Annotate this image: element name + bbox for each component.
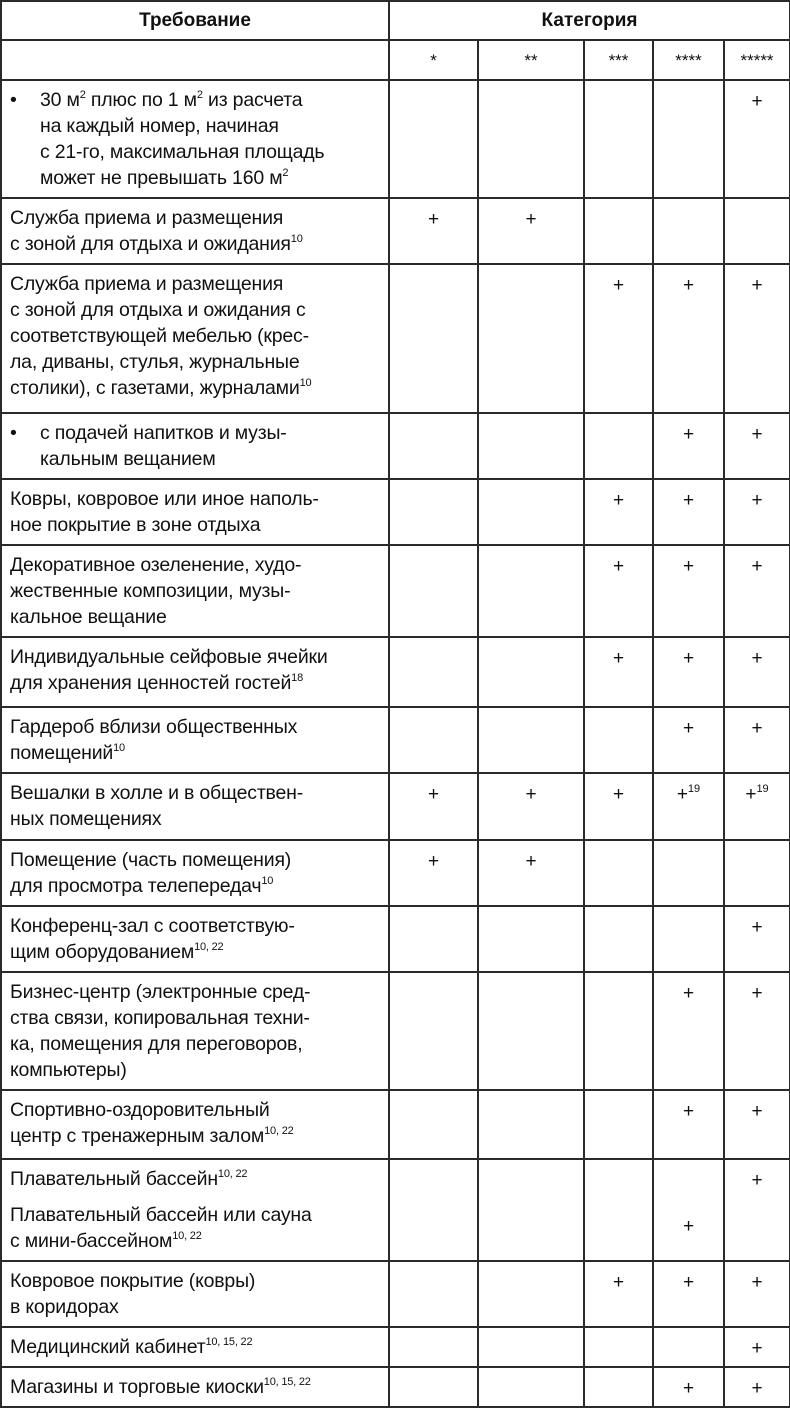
category-4-mark: [653, 1090, 724, 1159]
requirement-line: Помещение (часть помещения): [10, 849, 292, 871]
mark-value: +: [676, 784, 688, 805]
category-1-mark: [389, 1159, 478, 1261]
category-1-mark: [389, 264, 478, 413]
mark-value: [390, 1168, 477, 1194]
category-2-mark: [478, 707, 584, 773]
category-5-mark: [724, 479, 790, 545]
category-2-star: **: [478, 40, 584, 80]
requirement-line: с зоной для отдыха и ожидания с: [10, 299, 306, 321]
requirement-cell: [1, 413, 389, 479]
requirement-cell: [1, 264, 389, 413]
category-2-mark: [478, 906, 584, 972]
table-row: [1, 1261, 790, 1327]
stars-empty-cell: [1, 40, 389, 80]
requirement-line: Конференц-зал с соответствую-: [10, 915, 295, 937]
table-row: [1, 773, 790, 840]
bullet-icon: •: [10, 89, 17, 111]
mark-value: +: [745, 784, 757, 805]
requirement-cell: [1, 80, 389, 198]
requirement-line: 30 $м^2$ плюс по 1 $м^2$ из расчета: [40, 89, 303, 111]
requirement-line: с 21-го, максимальная площадь: [40, 141, 325, 163]
category-3-mark: [584, 972, 653, 1090]
category-2-mark: [478, 972, 584, 1090]
category-2-mark: [478, 413, 584, 479]
table-row: [1, 264, 790, 413]
mark-value: +: [682, 424, 695, 445]
mark-value: +: [682, 648, 695, 669]
category-2-mark: [478, 264, 584, 413]
requirement-line: Плавательный бассейн$^{10, 22}$: [10, 1168, 248, 1190]
category-1-mark: [389, 1327, 478, 1367]
mark-value: +: [612, 490, 625, 511]
category-5-mark: [724, 1327, 790, 1367]
requirement-cell: [1, 637, 389, 707]
mark-value: +: [427, 851, 440, 872]
requirement-line: с мини-бассейном$^{10, 22}$: [10, 1230, 202, 1252]
category-2-mark: [478, 637, 584, 707]
category-3-mark: [584, 413, 653, 479]
table-row: [1, 1090, 790, 1159]
table-row: [1, 1327, 790, 1367]
footnote-ref: 19: [687, 783, 701, 795]
category-4-mark: [653, 545, 724, 637]
category-4-mark: [653, 707, 724, 773]
mark-value: +: [751, 1101, 763, 1122]
requirement-line: Служба приема и размещения: [10, 273, 284, 295]
category-3-mark: [584, 264, 653, 413]
mark-value: +: [751, 1338, 763, 1359]
mark-value: +: [751, 718, 763, 739]
category-5-mark: [724, 80, 790, 198]
category-3-mark: [584, 707, 653, 773]
superscript: 2: [79, 89, 86, 101]
mark-value: +: [751, 1378, 763, 1399]
requirement-line: для хранения ценностей гостей$^{18}$: [10, 672, 303, 694]
mark-value: [479, 1168, 583, 1194]
requirement-line: может не превышать 160 $м^2$: [40, 167, 289, 189]
requirement-line: Вешалки в холле и в обществен-: [10, 782, 304, 804]
category-5-mark: [724, 413, 790, 479]
mark-value: +: [751, 91, 763, 112]
category-5-mark: [724, 198, 790, 264]
requirement-line: Медицинский кабинет$^{10, 15, 22}$: [10, 1336, 253, 1358]
bullet-icon: •: [10, 422, 17, 444]
mark-value: +: [682, 1216, 695, 1237]
mark-value: +: [612, 1272, 625, 1293]
category-5-mark: [724, 707, 790, 773]
category-2-mark: [478, 545, 584, 637]
category-5-mark: [724, 1367, 790, 1407]
footnote-ref: 10, 22: [172, 1230, 202, 1242]
table-row: [1, 906, 790, 972]
category-1-mark: [389, 80, 478, 198]
mark-value: +: [612, 648, 625, 669]
requirement-line: Ковры, ковровое или иное наполь-: [10, 488, 319, 510]
requirement-line: Декоративное озеленение, худо-: [10, 554, 302, 576]
category-4-mark: [653, 264, 724, 413]
mark-value: +: [612, 556, 625, 577]
category-3-mark: [584, 1367, 653, 1407]
mark-value: +: [682, 983, 695, 1004]
category-5-star: *****: [724, 40, 790, 80]
category-3-mark: [584, 1090, 653, 1159]
requirement-line: ное покрытие в зоне отдыха: [10, 514, 261, 536]
header-category: Категория: [389, 1, 790, 40]
category-1-mark: [389, 840, 478, 906]
category-4-mark: [653, 1159, 724, 1261]
category-1-mark: [389, 1090, 478, 1159]
requirement-cell: [1, 1090, 389, 1159]
requirement-cell: [1, 479, 389, 545]
category-5-mark: [724, 545, 790, 637]
stars-row: [1, 40, 790, 80]
category-2-mark: [478, 1367, 584, 1407]
category-3-mark: [584, 906, 653, 972]
category-4-mark: [653, 773, 724, 840]
requirement-line: щим оборудованием$^{10, 22}$: [10, 941, 224, 963]
mark-value: +: [682, 556, 695, 577]
requirement-cell: [1, 773, 389, 840]
footnote-ref: 10: [261, 875, 274, 887]
table-row: [1, 198, 790, 264]
mark-value: +: [751, 917, 763, 938]
requirement-line: Ковровое покрытие (ковры): [10, 1270, 256, 1292]
requirement-part: [10, 1166, 382, 1192]
requirement-line: кальным вещанием: [40, 448, 216, 470]
requirement-line: ных помещениях: [10, 808, 162, 830]
category-4-mark: [653, 906, 724, 972]
category-4-mark: [653, 1367, 724, 1407]
superscript: 2: [282, 167, 289, 179]
footnote-ref: 10, 22: [194, 941, 224, 953]
requirement-line: с зоной для отдыха и ожидания$^{10}$: [10, 233, 303, 255]
category-5-mark: [724, 1261, 790, 1327]
mark-value: +: [682, 1101, 695, 1122]
category-4-mark: [653, 413, 724, 479]
requirement-line: центр с тренажерным залом$^{10, 22}$: [10, 1125, 294, 1147]
requirement-line: Спортивно-оздоровительный: [10, 1099, 270, 1121]
category-1-mark: [389, 906, 478, 972]
requirement-line: ка, помещения для переговоров,: [10, 1033, 303, 1055]
requirement-line: на каждый номер, начиная: [40, 115, 279, 137]
category-4-mark: [653, 479, 724, 545]
category-2-mark: [478, 1159, 584, 1261]
requirement-line: ла, диваны, стулья, журнальные: [10, 351, 300, 373]
category-2-mark: [478, 840, 584, 906]
category-2-mark: [478, 479, 584, 545]
category-5-mark: [724, 773, 790, 840]
category-3-mark: [584, 637, 653, 707]
category-3-mark: [584, 479, 653, 545]
mark-value: +: [612, 275, 625, 296]
mark-value: +: [751, 275, 763, 296]
requirement-cell: [1, 906, 389, 972]
requirement-cell: [1, 1327, 389, 1367]
mark-value: +: [525, 209, 537, 230]
requirement-line: Гардероб вблизи общественных: [10, 716, 298, 738]
footnote-ref: 19: [756, 783, 769, 795]
requirement-line: Плавательный бассейн или сауна: [10, 1204, 312, 1226]
category-3-mark: [584, 198, 653, 264]
requirement-line: компьютеры): [10, 1059, 127, 1081]
mark-value: +: [682, 1272, 695, 1293]
category-5-mark: [724, 972, 790, 1090]
mark-value: +: [751, 1170, 763, 1191]
category-1-mark: [389, 1367, 478, 1407]
category-1-mark: [389, 707, 478, 773]
requirement-line: с подачей напитков и музы-: [40, 422, 287, 444]
footnote-ref: 10, 15, 22: [205, 1336, 253, 1348]
header-requirement: Требование: [1, 1, 389, 40]
mark-value: +: [427, 209, 440, 230]
category-1-star: *: [389, 40, 478, 80]
mark-value: +: [682, 718, 695, 739]
table-row: [1, 972, 790, 1090]
superscript: 2: [196, 89, 203, 101]
category-3-star: ***: [584, 40, 653, 80]
category-3-mark: [584, 773, 653, 840]
mark-value: +: [682, 1378, 695, 1399]
mark-value: +: [751, 556, 763, 577]
category-1-mark: [389, 1261, 478, 1327]
category-4-mark: [653, 840, 724, 906]
category-5-mark: [724, 264, 790, 413]
requirement-cell: [1, 198, 389, 264]
category-5-mark: [724, 637, 790, 707]
requirement-line: Индивидуальные сейфовые ячейки: [10, 646, 328, 668]
table-row: [1, 707, 790, 773]
category-4-mark: [653, 1261, 724, 1327]
footnote-ref: 10, 15, 22: [263, 1376, 311, 1388]
requirement-line: ства связи, копировальная техни-: [10, 1007, 310, 1029]
category-4-mark: [653, 1327, 724, 1367]
table-row: [1, 1159, 790, 1261]
mark-value: +: [751, 1272, 763, 1293]
mark-value: [585, 1168, 652, 1194]
mark-value: +: [612, 784, 625, 805]
mark-value: +: [525, 784, 537, 805]
requirement-cell: [1, 1261, 389, 1327]
mark-value: +: [682, 275, 695, 296]
table-row: [1, 840, 790, 906]
requirement-line: в коридорах: [10, 1296, 119, 1318]
requirement-line: Магазины и торговые киоски$^{10, 15, 22}$: [10, 1376, 311, 1398]
mark-value: +: [427, 784, 440, 805]
requirement-text: [40, 87, 324, 191]
category-1-mark: [389, 637, 478, 707]
footnote-ref: 10, 22: [217, 1168, 248, 1180]
category-3-mark: [584, 840, 653, 906]
requirement-cell: [1, 840, 389, 906]
table-row: [1, 1367, 790, 1407]
category-3-mark: [584, 80, 653, 198]
requirement-line: соответствующей мебелью (крес-: [10, 325, 309, 347]
requirement-cell: [1, 1367, 389, 1407]
category-4-mark: [653, 637, 724, 707]
mark-value: +: [751, 983, 763, 1004]
category-1-mark: [389, 545, 478, 637]
requirement-line: для просмотра телепередач$^{10}$: [10, 875, 274, 897]
category-2-mark: [478, 198, 584, 264]
category-1-mark: [389, 413, 478, 479]
requirement-cell: [1, 1159, 389, 1261]
category-5-mark: [724, 1090, 790, 1159]
requirement-line: Служба приема и размещения: [10, 207, 284, 229]
table-row: [1, 479, 790, 545]
requirement-line: жественные композиции, музы-: [10, 580, 291, 602]
mark-value: +: [525, 851, 537, 872]
category-2-mark: [478, 773, 584, 840]
requirement-part: [10, 1202, 382, 1254]
mark-value: +: [682, 490, 695, 511]
requirement-line: Бизнес-центр (электронные сред-: [10, 981, 311, 1003]
category-1-mark: [389, 479, 478, 545]
category-2-mark: [478, 1090, 584, 1159]
mark-value: [654, 1168, 723, 1194]
footnote-ref: 10: [113, 742, 125, 754]
requirement-cell: [1, 707, 389, 773]
requirement-line: помещений$^{10}$: [10, 742, 125, 764]
requirement-cell: [1, 545, 389, 637]
category-5-mark: [724, 840, 790, 906]
mark-value: +: [751, 648, 763, 669]
category-4-mark: [653, 80, 724, 198]
table-row: [1, 80, 790, 198]
footnote-ref: 10: [299, 377, 312, 389]
requirement-line: кальное вещание: [10, 606, 167, 628]
table-row: [1, 545, 790, 637]
mark-value: +: [751, 424, 763, 445]
table-row: [1, 637, 790, 707]
footnote-ref: 18: [291, 672, 303, 684]
category-1-mark: [389, 972, 478, 1090]
category-4-mark: [653, 198, 724, 264]
requirement-line: столики), с газетами, журналами$^{10}$: [10, 377, 312, 399]
category-1-mark: [389, 773, 478, 840]
footnote-ref: 10: [290, 233, 303, 245]
category-4-mark: [653, 972, 724, 1090]
category-3-mark: [584, 1327, 653, 1367]
footnote-ref: 10, 22: [264, 1125, 294, 1137]
category-3-mark: [584, 1159, 653, 1261]
category-2-mark: [478, 1261, 584, 1327]
category-3-mark: [584, 1261, 653, 1327]
category-2-mark: [478, 1327, 584, 1367]
table-row: [1, 413, 790, 479]
requirement-cell: [1, 972, 389, 1090]
category-4-star: ****: [653, 40, 724, 80]
category-3-mark: [584, 545, 653, 637]
mark-value: +: [751, 490, 763, 511]
requirement-text: [40, 420, 287, 472]
category-1-mark: [389, 198, 478, 264]
category-2-mark: [478, 80, 584, 198]
category-5-mark: [724, 1159, 790, 1261]
category-5-mark: [724, 906, 790, 972]
table-body: [1, 80, 790, 1407]
